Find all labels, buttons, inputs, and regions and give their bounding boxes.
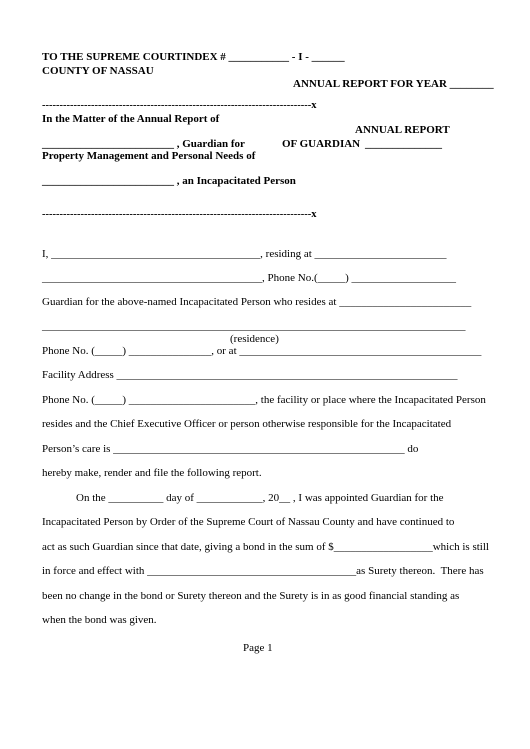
guardian-resides-line: Guardian for the above-named Incapacitated Person who resides at ________________________ (42, 296, 472, 308)
page-number: Page 1 (243, 642, 273, 654)
facility-phone-line: Phone No. (_____) _______________________, the facility or place where the Incapacitated Person (42, 394, 486, 406)
divider-bottom: -----------------------------------------------------------------------------x (42, 209, 317, 220)
guardian-for-line: ________________________ , Guardian for (42, 138, 245, 150)
no-change-line: been no change in the bond or Surety thereon and the Surety is in as good financial standing as (42, 590, 460, 602)
county-line: COUNTY OF NASSAU (42, 65, 154, 77)
court-index-line: TO THE SUPREME COURTINDEX # ___________ - I - ______ (42, 51, 345, 63)
phone-line: ________________________________________, Phone No.(_____) ___________________ (42, 272, 457, 284)
court-order-line: Incapacitated Person by Order of the Supreme Court of Nassau County and have continued to (42, 516, 455, 528)
bond-sum-line: act as such Guardian since that date, giving a bond in the sum of $__________________which is still (42, 541, 489, 553)
appointed-line: On the __________ day of ____________, 20__ , I was appointed Guardian for the (76, 492, 444, 504)
matter-line: In the Matter of the Annual Report of (42, 113, 220, 125)
property-management-line: Property Management and Personal Needs of (42, 150, 256, 162)
divider-top: -----------------------------------------------------------------------------x (42, 100, 317, 111)
residence-blank-line: _____________________________________________________________________________ (42, 320, 466, 332)
phone-or-at-line: Phone No. (_____) _______________, or at ____________________________________________ (42, 345, 482, 357)
persons-care-line: Person’s care is _____________________________________________________ do (42, 443, 419, 455)
facility-address-line: Facility Address ______________________________________________________________ (42, 369, 458, 381)
residence-label: (residence) (230, 333, 279, 345)
annual-report-year: ANNUAL REPORT FOR YEAR ________ (293, 78, 494, 90)
incapacitated-person-line: ________________________ , an Incapacitated Person (42, 175, 296, 187)
annual-report-title: ANNUAL REPORT (355, 124, 450, 136)
resides-ceo-line: resides and the Chief Executive Officer or person otherwise responsible for the Incapacitated (42, 418, 452, 430)
surety-line: in force and effect with ______________________________________as Surety thereon. There has (42, 565, 484, 577)
hereby-line: hereby make, render and file the following report. (42, 467, 262, 479)
of-guardian-blank: ______________ (365, 138, 442, 150)
of-guardian-title: OF GUARDIAN (282, 138, 361, 150)
bond-given-line: when the bond was given. (42, 614, 157, 626)
residing-line: I, ______________________________________, residing at ________________________ (42, 248, 447, 260)
